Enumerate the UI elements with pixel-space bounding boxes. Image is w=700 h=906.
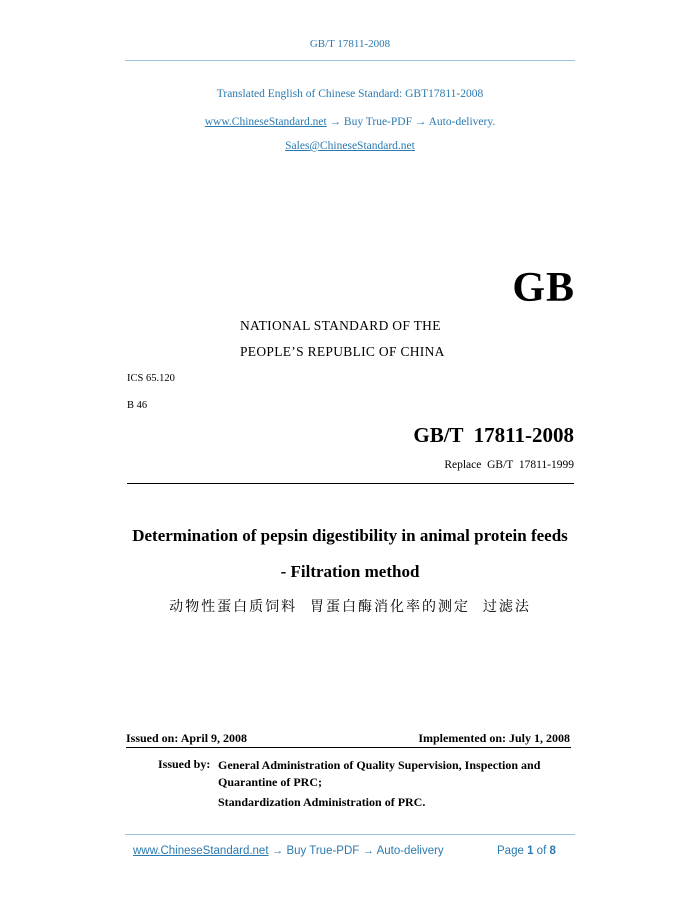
footer-buy-text: Buy True-PDF — [286, 845, 360, 857]
header-divider — [125, 60, 575, 61]
issuer-line: Standardization Administration of PRC. — [218, 795, 426, 809]
document-title: Determination of pepsin digestibility in animal protein feeds — [132, 526, 568, 545]
chinese-title: 动物性蛋白质饲料 胃蛋白酶消化率的测定 过滤法 — [169, 599, 531, 615]
replaces-standard: Replace GB/T 17811-1999 — [444, 459, 574, 471]
page-total: 8 — [549, 845, 556, 857]
page-indicator — [497, 845, 556, 857]
page-current: 1 — [527, 845, 534, 857]
footer-delivery-text: Auto-delivery — [376, 845, 444, 857]
page-of: of — [536, 845, 547, 857]
ccs-code: B 46 — [127, 400, 148, 411]
footer-site-link[interactable]: www.ChineseStandard.net — [133, 845, 269, 857]
title-divider — [127, 483, 574, 484]
issuer-block — [218, 757, 578, 811]
auto-delivery-text: Auto-delivery. — [428, 116, 496, 128]
running-header-title: GB/T 17811-2008 — [309, 38, 391, 50]
implemented-on-date: Implemented on: July 1, 2008 — [418, 731, 570, 745]
site-link[interactable]: www.ChineseStandard.net — [204, 116, 327, 128]
promo-line — [0, 116, 700, 128]
standard-number: GB/T 17811-2008 — [413, 423, 574, 447]
arrow-right-icon: → — [271, 845, 284, 857]
issued-by-label: Issued by: — [158, 757, 211, 771]
national-standard-line-1: NATIONAL STANDARD OF THE — [240, 318, 441, 333]
page-label: Page — [497, 845, 524, 857]
issuer-line: General Administration of Quality Supervision, Inspection and — [218, 758, 541, 772]
buy-pdf-text: Buy True-PDF — [343, 116, 412, 128]
document-subtitle: - Filtration method — [280, 562, 420, 581]
translation-notice: Translated English of Chinese Standard: GBT17811-2008 — [216, 88, 484, 100]
sales-email-link[interactable]: Sales@ChineseStandard.net — [285, 140, 415, 152]
footer-promo — [133, 845, 444, 857]
national-standard-line-2: PEOPLE’S REPUBLIC OF CHINA — [240, 344, 445, 359]
arrow-right-icon: → — [362, 845, 374, 857]
issued-on-date: Issued on: April 9, 2008 — [126, 731, 248, 745]
arrow-right-icon: → — [414, 116, 427, 128]
ics-code: ICS 65.120 — [127, 373, 175, 384]
issuer-line: Quarantine of PRC; — [218, 775, 322, 789]
gb-logo: GB — [512, 265, 575, 311]
footer-divider — [125, 834, 575, 835]
issue-divider — [126, 747, 571, 748]
arrow-right-icon: → — [329, 116, 342, 128]
